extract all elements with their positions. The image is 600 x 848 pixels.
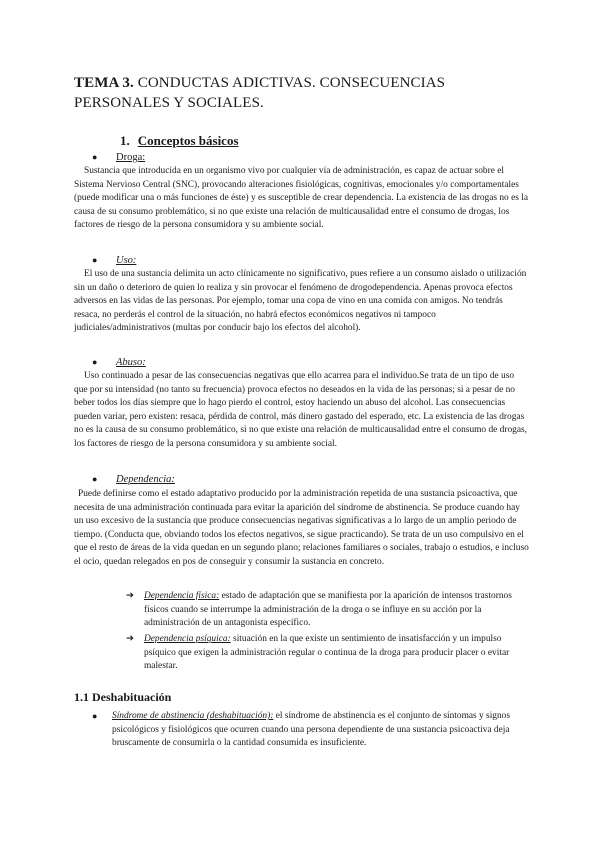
subsection-heading: 1.1 Deshabituación (74, 690, 172, 704)
title-text: CONDUCTAS ADICTIVAS. CONSECUENCIAS PERSONALES Y SOCIALES. (74, 75, 446, 111)
paragraph-droga: Sustancia que introducida en un organismo vivo por cualquier vía de administración, es capaz de actuar sobre el Sistema Nervioso Central (SNC), provocando alteraciones fisiológicas, cognitivas, emocionales y/o comportamentales (puede modificar una o más funciones de éste) y es susceptible de crear dependencia. La existencia de las drogas no es la causa de su consumo problemático, si no que existe una relación de multicausalidad entre el consumo de drogas, los factores de riesgo de la persona consumidora y su ambiente social. (74, 166, 528, 231)
bullet-icon: ● (92, 152, 98, 162)
bullet-icon: ● (92, 357, 98, 367)
arrow-icon: ➔ (126, 591, 134, 601)
bullet-abuso (92, 355, 146, 370)
bullet-droga (92, 150, 145, 165)
bullet-icon: ● (92, 474, 98, 484)
arrow-icon: ➔ (126, 634, 134, 644)
term-sindrome: Síndrome de abstinencia (deshabituación): (112, 711, 274, 721)
bullet-icon: ● (92, 255, 98, 265)
bullet-icon: ● (92, 711, 98, 721)
bullet-label-droga: Droga: (116, 152, 146, 163)
bullet-label-abuso: Abuso: (116, 357, 146, 368)
arrow-item-psiquica (126, 633, 528, 674)
page-title (74, 73, 534, 113)
section-title: Conceptos básicos (137, 133, 239, 148)
bullet-label-dependencia: Dependencia: (116, 474, 175, 485)
bullet-uso (92, 253, 136, 268)
bullet-label-uso: Uso: (116, 255, 137, 266)
paragraph-uso: El uso de una sustancia delimita un acto clínicamente no significativo, pues refiere a un consumo aislado o utilización sin un daño o deterioro de quien lo realiza y sin provocar el fenómeno de drogodependencia. Apenas provoca efectos adversos en las vidas de las personas. Por ejemplo, tomar una copa de vino en una comida con amigos. No tendrás resaca, no perderás el control de la situación, no habrá efectos económicos negativos ni tampoco judiciales/administrativos (multas por conducir bajo los efectos del alcohol). (74, 269, 527, 334)
section-number: 1. (120, 133, 130, 148)
paragraph-abuso: Uso continuado a pesar de las consecuencias negativas que ello acarrea para el individuo.Se trata de un tipo de uso que por su intensidad (no tanto su frecuencia) provoca efectos no deseados en la vida de las personas; si a pesar de no beber todos los días siempre que lo hago pierdo el control, estoy haciendo un abuso del alcohol. Las consecuencias pueden variar, pero existen: resaca, pérdida de control, más dinero gastado del esperado, etc. La existencia de las drogas no es la causa de su consumo problemático, si no que existe una relación de multicausalidad entre el consumo de drogas, los factores de riesgo de la persona consumidora y su ambiente social. (74, 371, 527, 449)
bullet-sindrome (92, 710, 529, 751)
text-sindrome: el síndrome de abstinencia es el conjunto de síntomas y signos psicológicos y fisiológicos que ocurren cuando una persona dependiente de una sustancia psicoactiva deja bruscamente de consumirla o la cantidad consumida es insuficiente. (112, 711, 511, 749)
term-psiquica: Dependencia psíquica: (144, 634, 231, 644)
term-fisica: Dependencia física: (144, 591, 220, 601)
section-heading (120, 133, 239, 149)
arrow-item-fisica (126, 590, 528, 631)
text-fisica: estado de adaptación que se manifiesta por la aparición de intensos trastornos físicos cuando se interrumpe la administración de la droga o se influye en su acción por la administración de un antagonista específico. (144, 591, 512, 629)
title-number: TEMA 3. (74, 75, 134, 91)
text-psiquica: situación en la que existe un sentimiento de insatisfacción y un impulso psíquico que exigen la administración regular o continua de la droga para producir placer o evitar malestar. (144, 634, 510, 672)
paragraph-dependencia: Puede definirse como el estado adaptativo producido por la administración repetida de una sustancia psicoactiva, que necesita de una administración continuada para evitar la aparición del síndrome de abstinencia. Se produce cuando hay un uso excesivo de la sustancia que produce consecuencias negativas significativas a lo largo de un amplio periodo de tiempo. (Conducta que, obviando todos los efectos negativos, se sigue practicando). Se trata de un uso compulsivo en el que el resto de áreas de la vida quedan en un segundo plano; relaciones familiares o sociales, trabajo o estudios, e incluso el ocio, quedan relegados en pos de conseguir y consumir la sustancia en concreto. (74, 489, 529, 567)
bullet-dependencia (92, 472, 175, 487)
